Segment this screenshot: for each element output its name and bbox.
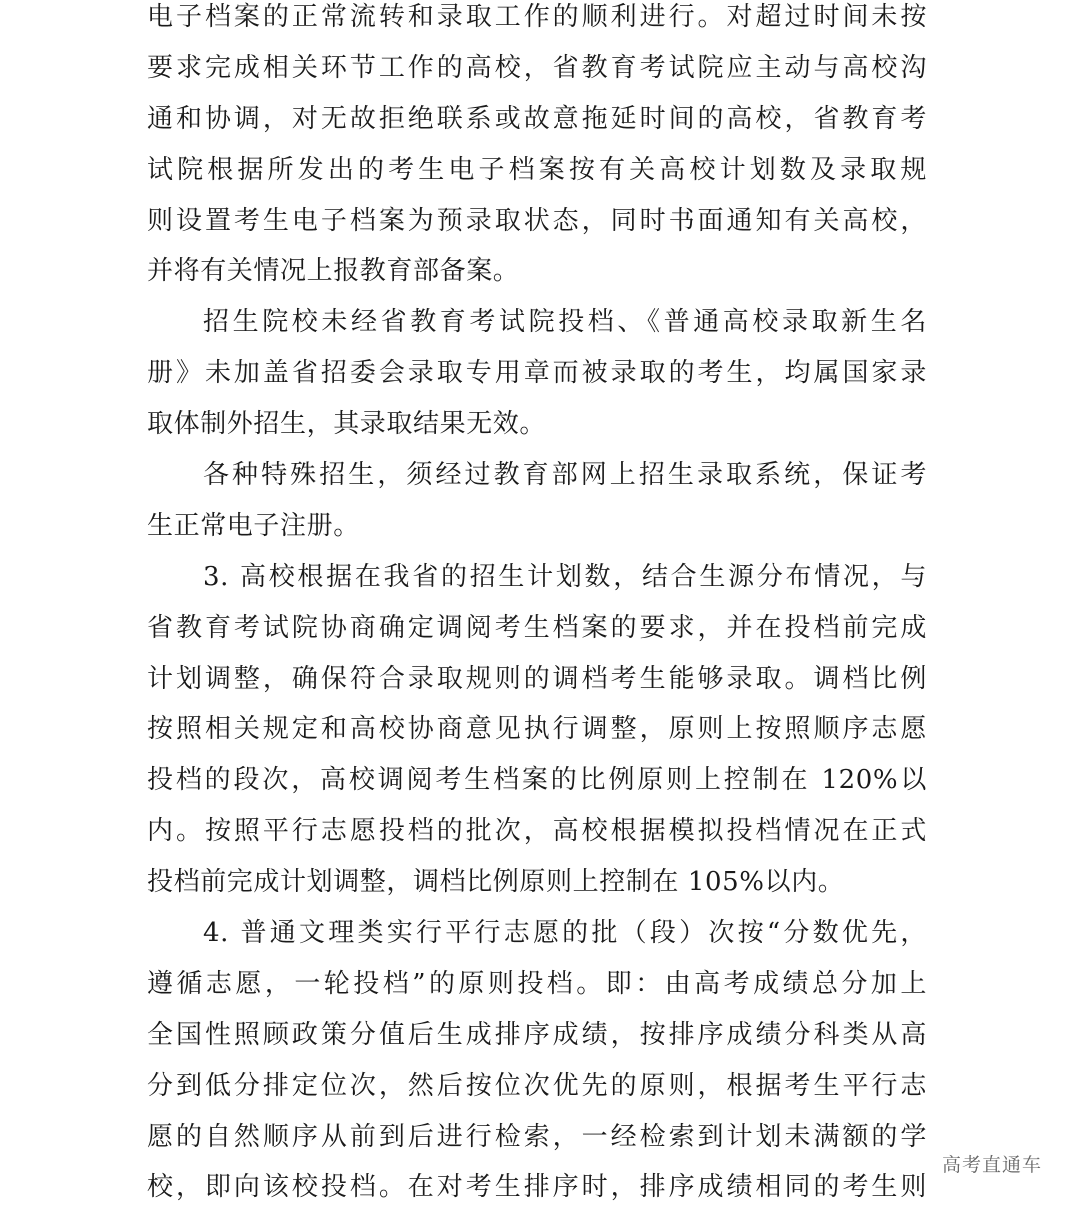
text-line: 分到低分排定位次，然后按位次优先的原则，根据考生平行志 (147, 1070, 927, 1101)
text-line: 愿的自然顺序从前到后进行检索，一经检索到计划未满额的学 (147, 1121, 927, 1152)
text-line: 全国性照顾政策分值后生成排序成绩，按排序成绩分科类从高 (147, 1019, 927, 1050)
paragraph-1 (147, 0, 927, 297)
paragraph-item-4 (147, 908, 927, 1213)
text-line: 遵循志愿，一轮投档”的原则投档。即：由高考成绩总分加上 (147, 968, 927, 999)
text-line: 按照相关规定和高校协商意见执行调整，原则上按照顺序志愿 (147, 714, 927, 745)
text-line: 电子档案的正常流转和录取工作的顺利进行。对超过时间未按 (147, 2, 927, 32)
text-line: 通和协调，对无故拒绝联系或故意拖延时间的高校，省教育考 (147, 103, 927, 134)
text-line: 取体制外招生，其录取结果无效。 (147, 409, 547, 440)
document-page (147, 0, 927, 1213)
text-line: 生正常电子注册。 (147, 510, 360, 541)
text-line: 招生院校未经省教育考试院投档、《普通高校录取新生名 (203, 307, 927, 338)
text-line: 3. 高校根据在我省的招生计划数，结合生源分布情况，与 (203, 561, 927, 592)
paragraph-2 (147, 297, 927, 450)
paragraph-3 (147, 450, 927, 552)
text-line: 校，即向该校投档。在对考生排序时，排序成绩相同的考生则 (147, 1172, 927, 1203)
text-line: 要求完成相关环节工作的高校，省教育考试院应主动与高校沟 (147, 52, 927, 83)
text-line: 4. 普通文理类实行平行志愿的批（段）次按“分数优先， (203, 918, 927, 949)
text-line: 投档的段次，高校调阅考生档案的比例原则上控制在 120%以 (147, 765, 927, 796)
text-line: 试院根据所发出的考生电子档案按有关高校计划数及录取规 (147, 154, 927, 185)
text-line: 则设置考生电子档案为预录取状态，同时书面通知有关高校， (147, 205, 927, 236)
text-line: 计划调整，确保符合录取规则的调档考生能够录取。调档比例 (147, 663, 927, 694)
watermark-label: 高考直通车 (942, 1154, 1043, 1176)
text-line: 并将有关情况上报教育部备案。 (147, 256, 520, 287)
text-line: 册》未加盖省招委会录取专用章而被录取的考生，均属国家录 (147, 358, 927, 389)
text-line: 各种特殊招生，须经过教育部网上招生录取系统，保证考 (203, 460, 927, 491)
text-line: 内。按照平行志愿投档的批次，高校根据模拟投档情况在正式 (147, 816, 927, 847)
paragraph-item-3 (147, 552, 927, 908)
text-line: 投档前完成计划调整，调档比例原则上控制在 105%以内。 (147, 867, 845, 898)
text-line: 省教育考试院协商确定调阅考生档案的要求，并在投档前完成 (147, 612, 927, 643)
